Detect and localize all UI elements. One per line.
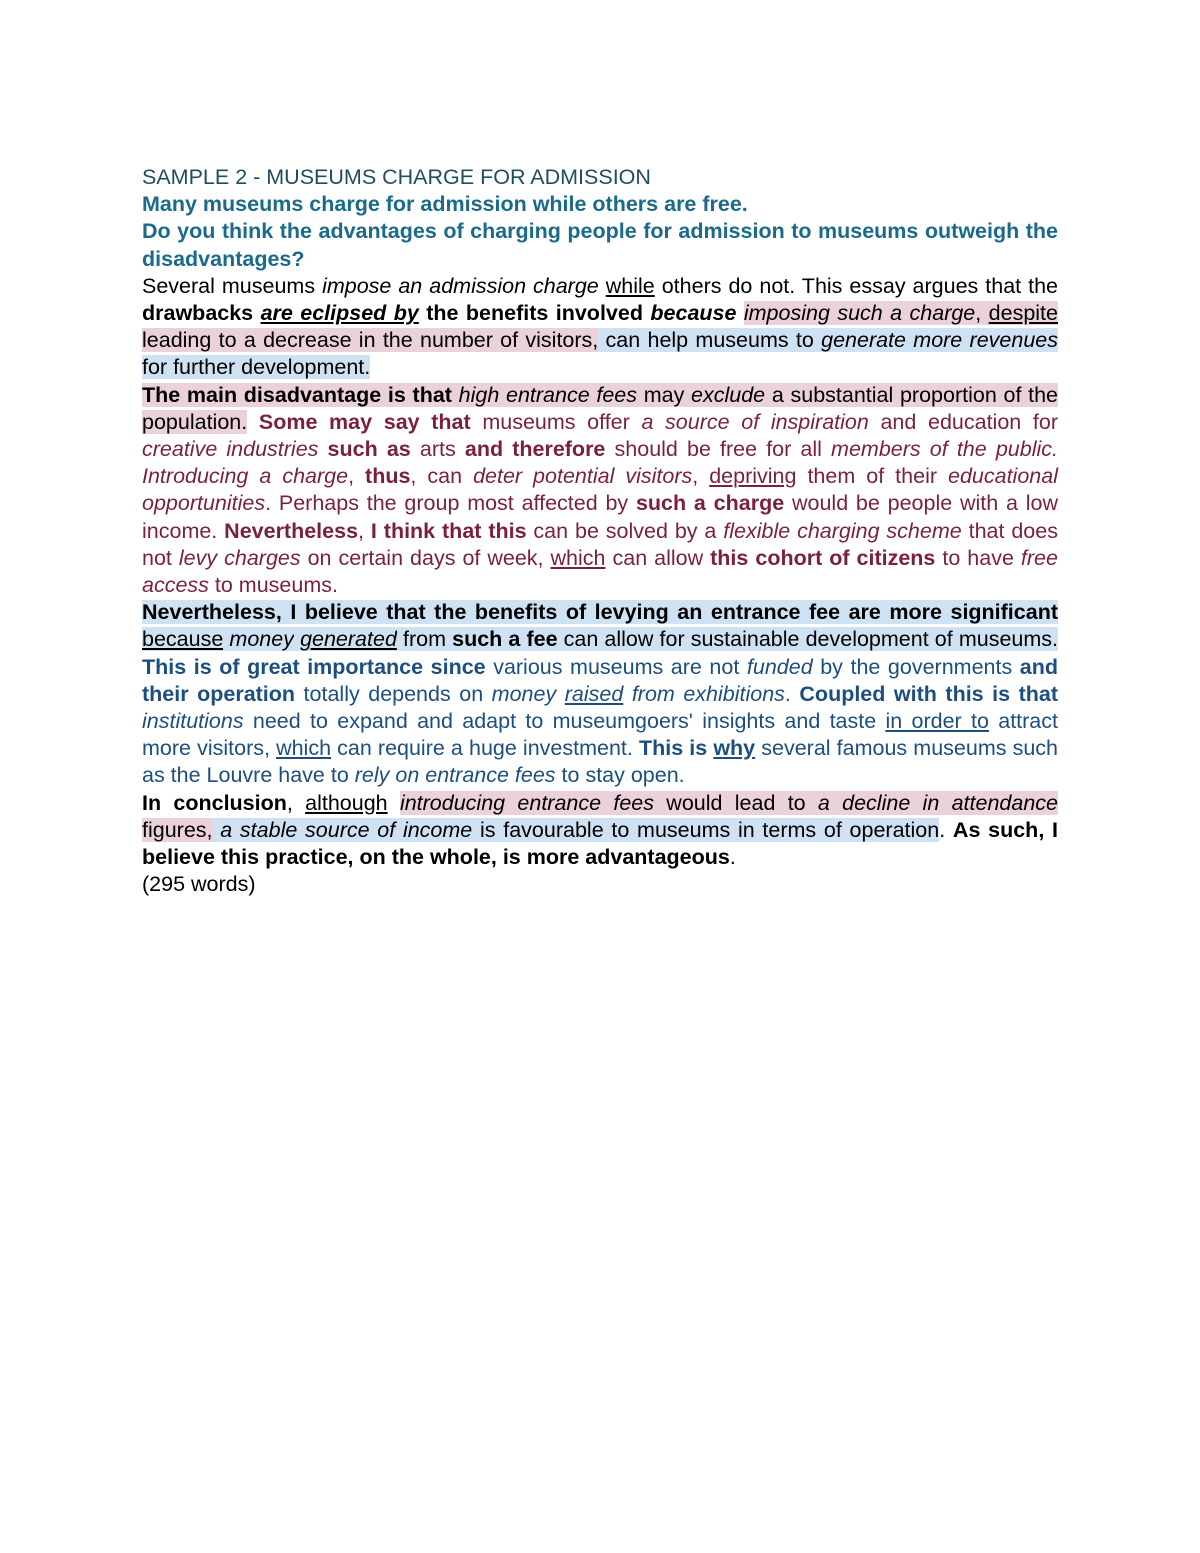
intro-paragraph xyxy=(142,273,1058,382)
text-run: The main disadvantage is that xyxy=(142,382,452,407)
text-run: because xyxy=(650,301,737,326)
text-run: can help museums to xyxy=(598,328,822,353)
text-run: flexible charging scheme xyxy=(723,518,962,543)
text-run: As such, I believe this practice, on the whole, is more advantageous xyxy=(142,817,1058,870)
text-run: the benefits involved xyxy=(418,301,651,326)
text-run: figures, xyxy=(142,817,213,842)
text-run: money xyxy=(229,627,294,652)
text-run: despite xyxy=(988,301,1058,326)
text-run: money xyxy=(491,681,557,706)
text-run: entrance fees xyxy=(517,790,655,815)
text-run: Some may say that xyxy=(258,409,471,434)
text-run: would be people with a low income. xyxy=(142,491,1059,543)
text-run: can allow xyxy=(605,545,711,570)
text-run: why xyxy=(713,736,756,761)
text-run: introducing xyxy=(399,790,506,815)
text-run: This is xyxy=(638,736,714,761)
text-run: members of the public. Introducing a charge xyxy=(142,437,1058,489)
text-run: levy charges xyxy=(178,545,301,570)
text-run: Nevertheless, I believe that the benefits of levying an entrance fee are more significant xyxy=(142,600,1058,625)
text-run: and education for xyxy=(868,409,1058,434)
text-run: drawbacks xyxy=(142,301,254,326)
essay-content xyxy=(142,164,1058,898)
text-run: impose an admission charge xyxy=(322,273,599,298)
text-run: although xyxy=(305,790,388,815)
text-run xyxy=(388,791,400,815)
text-run: generated xyxy=(300,627,397,652)
text-run: can require a huge investment. xyxy=(331,736,639,761)
text-run: imposing such a charge xyxy=(743,301,976,326)
text-run: such a charge xyxy=(635,491,785,516)
text-run: which xyxy=(276,736,332,761)
text-run: . Perhaps the group most affected by xyxy=(265,491,636,516)
text-run: may xyxy=(637,382,692,407)
text-run: to have xyxy=(935,545,1021,570)
text-run: in order to xyxy=(885,709,989,734)
text-run: high entrance fees xyxy=(458,382,638,407)
text-run: while xyxy=(605,273,655,298)
text-run: a substantial proportion of the population. xyxy=(142,382,1058,434)
text-run: a source of inspiration xyxy=(641,409,869,434)
body-paragraph-1 xyxy=(142,382,1058,600)
text-run: several famous museums such as the Louvre have to xyxy=(142,736,1058,788)
text-run: others do not. This essay argues that the xyxy=(654,273,1058,298)
text-run: can be solved by a xyxy=(526,518,724,543)
body-paragraph-2 xyxy=(142,599,1058,789)
text-run xyxy=(623,682,632,706)
text-run: a stable source of income xyxy=(220,817,473,842)
text-run: and therefore xyxy=(464,437,606,462)
text-run: should be free for all xyxy=(605,437,832,462)
text-run: I think that this xyxy=(370,518,527,543)
text-run: exclude xyxy=(691,382,766,407)
text-run: such a fee xyxy=(452,627,558,652)
text-run: , xyxy=(358,518,371,543)
text-run: from xyxy=(396,627,453,652)
text-run: , xyxy=(286,790,306,815)
text-run: from exhibitions xyxy=(631,681,785,706)
word-count: (295 words) xyxy=(142,872,256,897)
text-run: Several museums xyxy=(142,273,323,298)
text-run: by the governments xyxy=(812,654,1020,679)
text-run: leading to a decrease in the number of visitors, xyxy=(142,328,599,353)
text-run: attract more visitors, xyxy=(142,709,1058,761)
text-run xyxy=(247,410,259,434)
text-run: because xyxy=(142,627,224,652)
text-run: , xyxy=(692,464,710,489)
text-run: which xyxy=(550,545,606,570)
text-run: museums offer xyxy=(470,409,642,434)
text-run: would lead to xyxy=(654,790,818,815)
text-run: creative industries xyxy=(142,437,319,462)
text-run: are eclipsed by xyxy=(260,301,419,326)
text-run xyxy=(505,791,517,815)
text-run: them of their xyxy=(796,464,948,489)
text-run: , xyxy=(975,301,989,326)
text-run: this cohort of citizens xyxy=(710,545,936,570)
text-run: Nevertheless xyxy=(224,518,359,543)
text-run: a decline in attendance xyxy=(817,790,1058,815)
text-run: arts xyxy=(410,437,465,462)
text-run: to stay open. xyxy=(555,763,685,788)
text-run: various museums are not xyxy=(485,654,747,679)
text-run: This is of great importance since xyxy=(142,654,486,679)
text-run: funded xyxy=(746,654,813,679)
text-run: and their operation xyxy=(142,654,1058,706)
prompt-line-1: Many museums charge for admission while others are free. xyxy=(142,192,748,217)
text-run: deter potential visitors xyxy=(473,464,693,489)
text-run: , can xyxy=(410,464,474,489)
essay-title: SAMPLE 2 - MUSEUMS CHARGE FOR ADMISSION xyxy=(142,165,651,189)
text-run: such as xyxy=(327,437,411,462)
text-run xyxy=(599,274,606,298)
text-run: thus xyxy=(365,464,411,489)
text-run: In conclusion xyxy=(142,790,287,815)
text-run: . xyxy=(784,681,800,706)
text-run: to museums. xyxy=(208,573,338,598)
text-run: institutions xyxy=(142,709,244,734)
text-run: educational opportunities xyxy=(142,464,1058,516)
text-run: generate more revenues xyxy=(821,328,1058,353)
text-run: . xyxy=(729,845,736,870)
text-run: depriving xyxy=(709,464,797,489)
text-run xyxy=(736,301,743,325)
text-run: on certain days of week, xyxy=(300,545,551,570)
text-run: is favourable to museums in terms of operation xyxy=(472,817,940,842)
text-run: rely on entrance fees xyxy=(354,763,556,788)
text-run: that does not xyxy=(142,518,1058,570)
prompt-line-2: Do you think the advantages of charging people for admission to museums outweigh the disadvantages? xyxy=(142,219,1058,271)
text-run xyxy=(556,682,565,706)
text-run xyxy=(318,437,327,461)
text-run: totally depends on xyxy=(295,681,492,706)
text-run: need to expand and adapt to museumgoers' insights and taste xyxy=(243,709,886,734)
text-run: . xyxy=(939,817,953,842)
text-run: raised xyxy=(564,681,624,706)
text-run: Coupled with this is that xyxy=(799,681,1058,706)
text-run: can allow for sustainable development of museums. xyxy=(557,627,1058,652)
text-run: , xyxy=(348,464,366,489)
text-run xyxy=(253,301,260,325)
text-run: free access xyxy=(142,545,1058,598)
conclusion-paragraph xyxy=(142,790,1058,872)
text-run: for further development. xyxy=(142,355,371,380)
text-run xyxy=(452,383,459,407)
